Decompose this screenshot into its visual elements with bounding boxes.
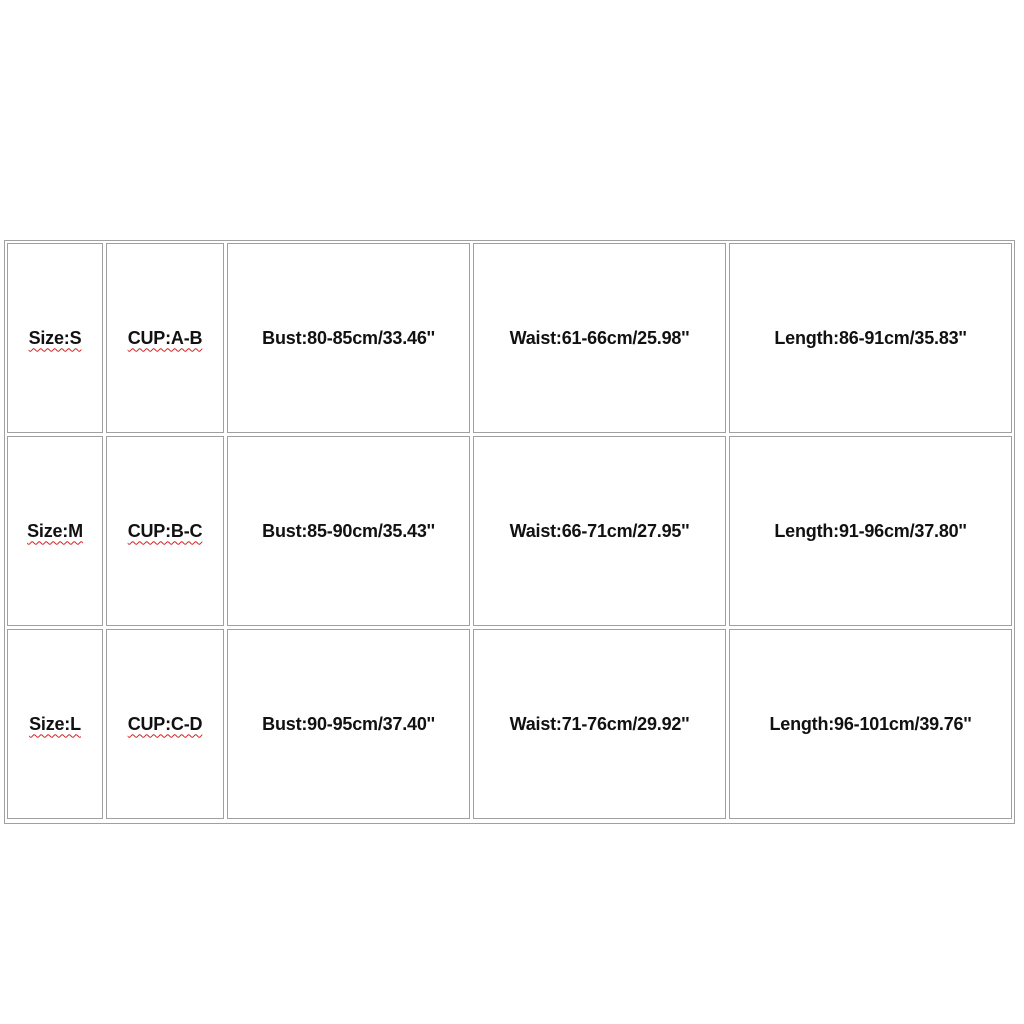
size-label: Size:L [29,713,81,734]
waist-cell [473,629,726,819]
cup-label: CUP:B-C [127,520,203,541]
cup-label: CUP:A-B [127,327,203,348]
cup-label: CUP:C-D [127,713,203,734]
length-cell [729,243,1012,433]
cup-cell [106,243,224,433]
bust-value: Bust:90-95cm/37.40'' [262,713,435,734]
cup-cell [106,436,224,626]
bust-value: Bust:80-85cm/33.46'' [262,327,435,348]
length-value: Length:96-101cm/39.76'' [769,713,972,734]
size-cell [7,436,103,626]
size-label: Size:M [27,520,83,541]
length-value: Length:86-91cm/35.83'' [774,327,967,348]
bust-value: Bust:85-90cm/35.43'' [262,520,435,541]
size-cell [7,243,103,433]
waist-cell [473,243,726,433]
size-cell [7,629,103,819]
bust-cell [227,436,470,626]
waist-cell [473,436,726,626]
size-chart-table [4,240,1015,824]
size-label: Size:S [28,327,82,348]
waist-value: Waist:66-71cm/27.95'' [509,520,690,541]
waist-value: Waist:71-76cm/29.92'' [509,713,690,734]
length-value: Length:91-96cm/37.80'' [774,520,967,541]
bust-cell [227,243,470,433]
length-cell [729,436,1012,626]
cup-cell [106,629,224,819]
waist-value: Waist:61-66cm/25.98'' [509,327,690,348]
length-cell [729,629,1012,819]
bust-cell [227,629,470,819]
